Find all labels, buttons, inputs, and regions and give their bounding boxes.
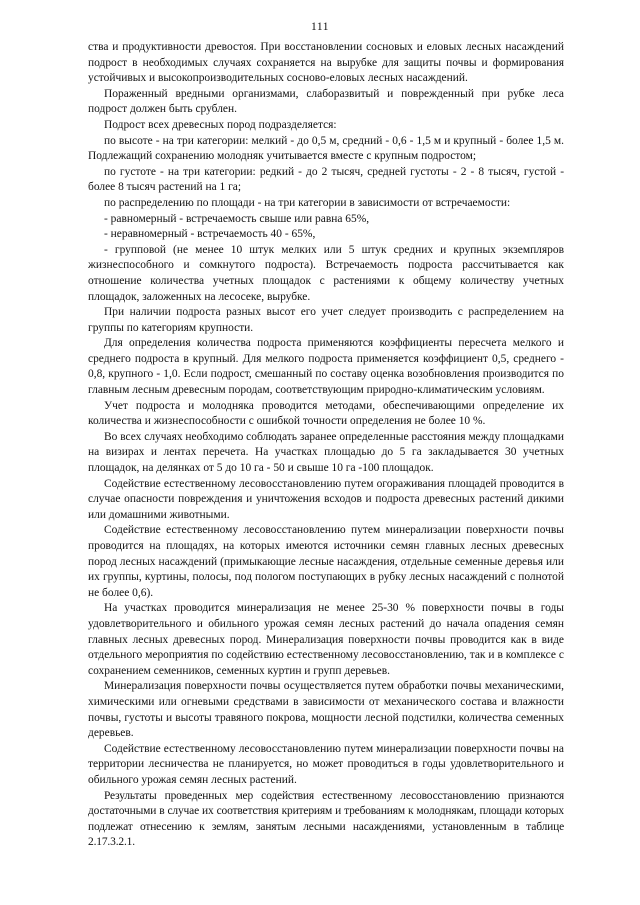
paragraph-plot-distances: Во всех случаях необходимо соблюдать заранее определенные расстояния между площадками на визирах и лентах перечета. На участках площадью до 5 га закладывается 30 учетных площадок, на делянках от 5 до 10 га - 50 и свыше 10 га -100 площадок. xyxy=(88,430,564,475)
paragraph-classification-intro: Подрост всех древесных пород подразделяется: xyxy=(104,118,337,131)
paragraph-mineralization-percent: На участках проводится минерализация не менее 25-30 % поверхности почвы в годы удовлетворительного и обильного урожая семян лесных растений до начала опадения семян главных лесных древесных пород. Минерализация поверхности почвы проводится как в виде отдельного мероприятия по содействию естественному лесовосстановлению, так и в комплексе с сохранением семенников, семенных куртин и групп деревьев. xyxy=(88,602,564,677)
paragraph-conversion-coefficients: Для определения количества подроста применяются коэффициенты пересчета мелкого и среднего подроста в крупный. Для мелкого подроста применяется коэффициент 0,5, среднего - 0,8, крупного - 1,0. Если подрост, смешанный по составу оценка возобновления производится по главным лесным древесным породам, соответствующим природно-климатическим условиям. xyxy=(88,337,564,397)
paragraph-results: Результаты проведенных мер содействия естественному лесовосстановлению признаются достаточными в случае их соответствия критериям и требованиям к молоднякам, площади которых подлежат отнесению к землям, занятым лесными насаждениями, установленным в таблице 2.17.3.2.1. xyxy=(88,789,564,849)
paragraph-mineralization-not-planned: Содействие естественному лесовосстановлению путем минерализации поверхности почвы на территории лесничества не планируется, но может проводиться в годы удовлетворительного и обильного урожая семян лесных растений. xyxy=(88,742,564,786)
paragraph-different-heights: При наличии подроста разных высот его учет следует производить с распределением на группы по категориям крупности. xyxy=(88,306,564,334)
paragraph-mineralization-methods: Минерализация поверхности почвы осуществляется путем обработки почвы механическими, химическими или огневыми средствами в зависимости от механического состава и влажности почвы, густоты и высоты травяного покрова, мощности лесной подстилки, количества семенных деревьев. xyxy=(88,680,564,740)
list-item-uniform: - равномерный - встречаемость свыше или равна 65%, xyxy=(104,212,370,225)
paragraph-mineralization-areas: Содействие естественному лесовосстановлению путем минерализации поверхности почвы проводится на площадях, на которых имеются источники семян главных лесных древесных пород лесных насаждений (примыкающие лесные насаждения, отдельные семенные деревья или их группы, куртины, полосы, под пологом поступающих в рубку лесных насаждений с полнотой не более 0,6). xyxy=(88,524,564,599)
paragraph-continuation: ства и продуктивности древостоя. При восстановлении сосновых и еловых лесных насаждений подрост в необходимых случаях сохраняется на вырубке для защиты почвы и формирования устойчивых и высокопроизводительных сосново-еловых лесных насаждений. xyxy=(88,41,564,85)
list-item-group: - групповой (не менее 10 штук мелких или 5 штук средних и крупных экземпляров жизнеспособного и сомкнутого подроста). Встречаемость подроста рассчитывается как отношение количества учетных площадок с растениями к общему количеству учетных площадок, заложенных на лесосеке, вырубке. xyxy=(88,243,564,303)
paragraph-by-density: по густоте - на три категории: редкий - до 2 тысяч, средней густоты - 2 - 8 тысяч, густой - более 8 тысяч растений на 1 га; xyxy=(88,165,564,194)
paragraph-by-height: по высоте - на три категории: мелкий - до 0,5 м, средний - 0,6 - 1,5 м и крупный - более 1,5 м. Подлежащий сохранению молодняк учитывается вместе с крупным подростом; xyxy=(88,134,564,163)
paragraph-by-distribution: по распределению по площади - на три категории в зависимости от встречаемости: xyxy=(104,196,511,209)
document-body xyxy=(88,40,564,851)
page-number: 111 xyxy=(311,21,329,33)
paragraph-fencing: Содействие естественному лесовосстановлению путем огораживания площадей проводится в случае опасности повреждения и уничтожения всходов и подроста древесных растений дикими или домашними животными. xyxy=(88,477,564,521)
list-item-nonuniform: - неравномерный - встречаемость 40 - 65%, xyxy=(104,228,316,241)
paragraph-damaged-undergrowth: Пораженный вредными организмами, слаборазвитый и поврежденный при рубке леса подрост должен быть срублен. xyxy=(88,87,564,116)
paragraph-accounting-methods: Учет подроста и молодняка проводится методами, обеспечивающими определение их количества и жизнеспособности с ошибкой точности определения не более 10 %. xyxy=(88,399,564,428)
